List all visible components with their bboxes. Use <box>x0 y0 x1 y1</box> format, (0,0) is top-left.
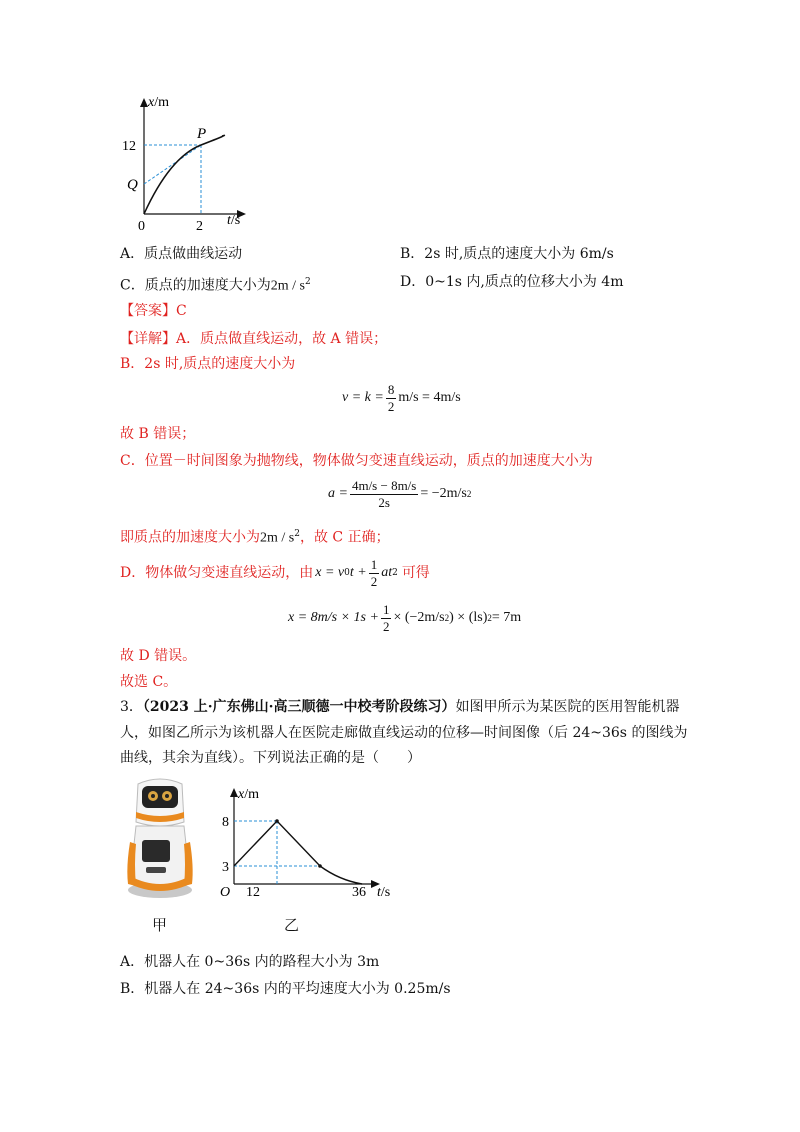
question3-line2: 人，如图乙所示为该机器人在医院走廊做直线运动的位移—时间图像（后 24~36s 的图线为 <box>120 725 688 741</box>
eq1-rhs: m/s = 4m/s <box>398 390 461 405</box>
graph1-y-label-var: x <box>148 95 155 110</box>
d-eq-den: 2 <box>370 573 378 589</box>
equation-2 <box>328 474 471 514</box>
graph1-origin: 0 <box>138 219 145 232</box>
detail-c-conclusion <box>120 524 390 549</box>
graph2-tick-3: 3 <box>222 860 229 875</box>
graph2-tick-8: 8 <box>222 815 229 830</box>
graph2-x-label-var: t <box>377 885 381 900</box>
eq3-part2: × (−2m/s <box>393 610 445 625</box>
eq3-den: 2 <box>382 618 390 634</box>
question3-line1 <box>120 697 680 717</box>
eq3-fraction <box>381 602 392 635</box>
d-eq-part2: t + <box>349 565 367 580</box>
graph1-tick-x: 2 <box>196 219 203 232</box>
option-c <box>120 272 311 297</box>
graph2-y-label-var: x <box>238 787 245 802</box>
graph1-tick-y: 12 <box>122 139 136 154</box>
eq1-den: 2 <box>387 398 395 414</box>
graph1-x-label-var: t <box>227 213 231 228</box>
d-eq-part3: at <box>381 565 393 580</box>
figure-right-label: 乙 <box>284 918 300 934</box>
question3-source: （2023 上·广东佛山·高三顺德一中校考阶段练习） <box>142 699 456 715</box>
d-eq-part1: x = v <box>315 565 345 580</box>
graph1-y-label-unit: /m <box>154 95 169 110</box>
eq1-num: 8 <box>387 381 395 397</box>
c-concl-value: 2m / s <box>260 530 295 546</box>
final-answer: 故选 C。 <box>120 674 178 690</box>
d-eq-fraction <box>369 557 380 590</box>
robot-image <box>122 772 198 900</box>
graph1-x-label-unit: /s <box>230 213 241 228</box>
svg-text:t/s <box>377 885 390 900</box>
d-eq-exp: 2 <box>392 568 398 578</box>
graph2-origin: O <box>220 885 231 900</box>
graph2-x-label-unit: /s <box>380 885 391 900</box>
option-b: B．2s 时,质点的速度大小为 6m/s <box>400 246 614 262</box>
c-concl-suffix: ，故 C 正确； <box>299 529 390 546</box>
question3-line3: 曲线，其余为直线）。下列说法正确的是（ ） <box>120 750 421 766</box>
graph1-point-q: Q <box>127 177 138 193</box>
option-a: A．质点做曲线运动 <box>120 246 243 262</box>
equation-3 <box>288 598 521 638</box>
eq3-part1: x = 8m/s × 1s + <box>288 610 379 625</box>
detail-d-line <box>120 556 430 590</box>
eq2-fraction <box>350 478 418 511</box>
eq2-exp: 2 <box>466 489 472 499</box>
eq3-exp2: 2 <box>487 613 492 623</box>
svg-text:x/m <box>237 787 259 802</box>
option-c-exp: 2 <box>304 277 311 287</box>
eq2-den: 2s <box>378 494 390 510</box>
position-time-graph-2 <box>214 780 404 904</box>
detail-label: 【详解】 <box>120 331 176 347</box>
eq3-part4: = 7m <box>491 610 522 625</box>
svg-text:x/m <box>147 95 169 110</box>
detail-a-text: A．质点做直线运动，故 A 错误； <box>176 331 388 347</box>
detail-b-line: B．2s 时,质点的速度大小为 <box>120 356 296 372</box>
c-concl-prefix: 即质点的加速度大小为 <box>120 529 260 546</box>
equation-1 <box>342 380 461 416</box>
eq3-num: 1 <box>382 601 390 617</box>
detail-a <box>120 329 387 349</box>
option-c-text: C．质点的加速度大小为 <box>120 277 271 294</box>
graph2-y-label-unit: /m <box>244 787 259 802</box>
option-d: D．0~1s 内,质点的位移大小为 4m <box>400 274 624 290</box>
question3-line1-text: 如图甲所示为某医院的医用智能机器 <box>455 699 680 715</box>
position-time-graph-1 <box>110 92 270 232</box>
question3-number: 3． <box>120 699 143 715</box>
d-line-suffix: 可得 <box>401 565 430 581</box>
eq3-exp1: 2 <box>444 613 450 623</box>
eq1-fraction <box>386 382 397 415</box>
svg-text:t/s <box>227 213 240 228</box>
graph1-point-p: P <box>197 126 207 142</box>
question3-option-b: B．机器人在 24~36s 内的平均速度大小为 0.25m/s <box>120 981 451 997</box>
eq2-num: 4m/s − 8m/s <box>351 477 417 493</box>
question3-option-a: A．机器人在 0~36s 内的路程大小为 3m <box>120 954 380 970</box>
graph2-tick-12: 12 <box>246 885 260 900</box>
answer-label: 【答案】C <box>120 303 187 319</box>
d-eq-num: 1 <box>370 556 378 572</box>
d-eq-sub: 0 <box>344 568 350 578</box>
c-concl-exp: 2 <box>294 529 300 539</box>
eq1-lhs: v = k = <box>342 390 384 405</box>
option-c-value: 2m / s <box>270 278 305 294</box>
detail-b-conclusion: 故 B 错误； <box>120 426 196 442</box>
detail-d-conclusion: 故 D 错误。 <box>120 648 197 664</box>
figure-left-label: 甲 <box>152 918 168 934</box>
graph2-tick-36: 36 <box>352 885 366 900</box>
detail-c-line: C．位置－时间图象为抛物线，物体做匀变速直线运动，质点的加速度大小为 <box>120 453 593 469</box>
eq2-rhs: = −2m/s <box>420 486 467 501</box>
d-line-prefix: D．物体做匀变速直线运动，由 <box>120 565 314 581</box>
eq2-lhs: a = <box>328 486 348 501</box>
eq3-part3: ) × (ls) <box>449 610 488 625</box>
